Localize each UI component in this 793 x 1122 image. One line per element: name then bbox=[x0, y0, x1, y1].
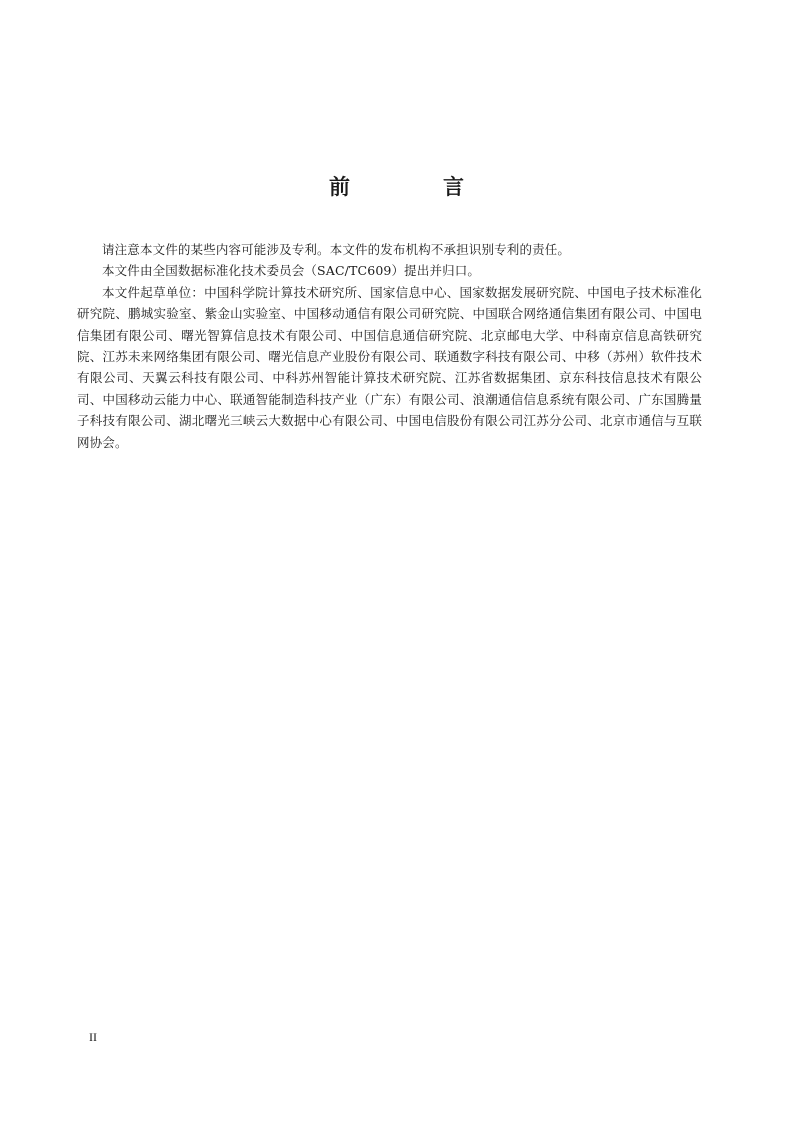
preface-body bbox=[77, 239, 702, 453]
page-title: 前 言 bbox=[329, 175, 500, 199]
drafting-units-paragraph: 本文件起草单位：中国科学院计算技术研究所、国家信息中心、国家数据发展研究院、中国电子技术标准化研究院、鹏城实验室、紫金山实验室、中国移动通信有限公司研究院、中国联合网络通信集团有限公司、中国电信集团有限公司、曙光智算信息技术有限公司、中国信息通信研究院、北京邮电大学、中科南京信息高铁研究院、江苏未来网络集团有限公司、曙光信息产业股份有限公司、联通数字科技有限公司、中移（苏州）软件技术有限公司、天翼云科技有限公司、中科苏州智能计算技术研究院、江苏省数据集团、京东科技信息技术有限公司、中国移动云能力中心、联通智能制造科技产业（广东）有限公司、浪潮通信信息系统有限公司、广东国腾量子科技有限公司、湖北曙光三峡云大数据中心有限公司、中国电信股份有限公司江苏分公司、北京市通信与互联网协会。 bbox=[77, 284, 702, 450]
patent-notice-paragraph: 请注意本文件的某些内容可能涉及专利。本文件的发布机构不承担识别专利的责任。 bbox=[102, 242, 571, 257]
proposer-paragraph: 本文件由全国数据标准化技术委员会（SAC/TC609）提出并归口。 bbox=[102, 263, 481, 279]
page-number: II bbox=[89, 1030, 97, 1044]
